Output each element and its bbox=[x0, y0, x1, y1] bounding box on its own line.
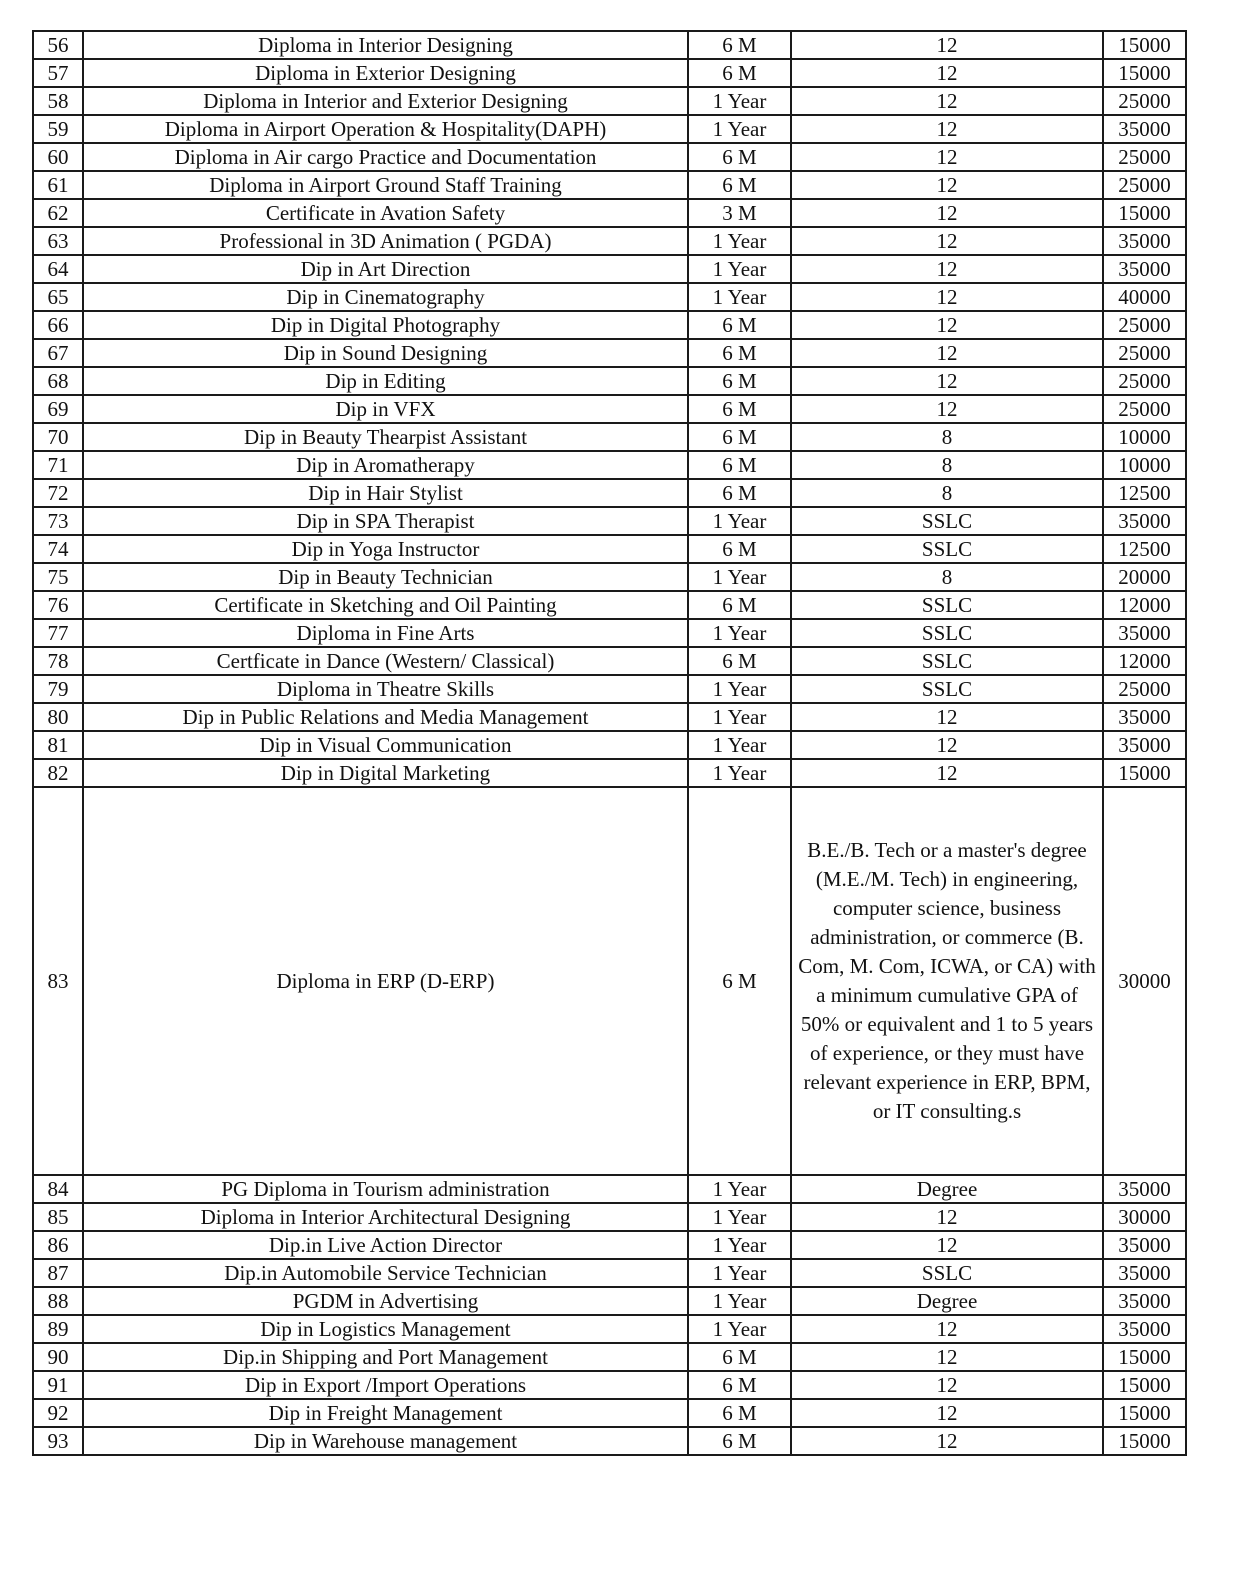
duration-cell: 6 M bbox=[688, 1371, 791, 1399]
eligibility-cell: 12 bbox=[791, 1315, 1103, 1343]
serial-number-cell: 56 bbox=[33, 31, 83, 59]
serial-number-cell: 72 bbox=[33, 479, 83, 507]
duration-cell: 6 M bbox=[688, 479, 791, 507]
fee-cell: 30000 bbox=[1103, 1203, 1186, 1231]
course-name-cell: Diploma in Exterior Designing bbox=[83, 59, 688, 87]
course-name-cell: Diploma in Airport Operation & Hospitality(DAPH) bbox=[83, 115, 688, 143]
course-name-cell: Certificate in Sketching and Oil Painting bbox=[83, 591, 688, 619]
serial-number-cell: 87 bbox=[33, 1259, 83, 1287]
course-name-cell: Dip in VFX bbox=[83, 395, 688, 423]
serial-number-cell: 79 bbox=[33, 675, 83, 703]
eligibility-cell: 8 bbox=[791, 479, 1103, 507]
fee-cell: 15000 bbox=[1103, 1371, 1186, 1399]
course-name-cell: PGDM in Advertising bbox=[83, 1287, 688, 1315]
serial-number-cell: 57 bbox=[33, 59, 83, 87]
duration-cell: 3 M bbox=[688, 199, 791, 227]
serial-number-cell: 88 bbox=[33, 1287, 83, 1315]
duration-cell: 6 M bbox=[688, 59, 791, 87]
serial-number-cell: 68 bbox=[33, 367, 83, 395]
table-row bbox=[33, 479, 1186, 507]
table-row bbox=[33, 199, 1186, 227]
duration-cell: 6 M bbox=[688, 395, 791, 423]
eligibility-cell: SSLC bbox=[791, 647, 1103, 675]
course-name-cell: Dip in Export /Import Operations bbox=[83, 1371, 688, 1399]
fee-cell: 10000 bbox=[1103, 423, 1186, 451]
table-row bbox=[33, 143, 1186, 171]
duration-cell: 1 Year bbox=[688, 507, 791, 535]
table-row bbox=[33, 787, 1186, 1175]
duration-cell: 6 M bbox=[688, 367, 791, 395]
serial-number-cell: 86 bbox=[33, 1231, 83, 1259]
eligibility-cell: 12 bbox=[791, 255, 1103, 283]
eligibility-cell: 12 bbox=[791, 311, 1103, 339]
course-name-cell: Diploma in Fine Arts bbox=[83, 619, 688, 647]
table-row bbox=[33, 1343, 1186, 1371]
duration-cell: 1 Year bbox=[688, 1259, 791, 1287]
duration-cell: 1 Year bbox=[688, 731, 791, 759]
table-row bbox=[33, 507, 1186, 535]
course-name-cell: Dip in Beauty Thearpist Assistant bbox=[83, 423, 688, 451]
serial-number-cell: 80 bbox=[33, 703, 83, 731]
fee-cell: 25000 bbox=[1103, 395, 1186, 423]
course-name-cell: Dip in Yoga Instructor bbox=[83, 535, 688, 563]
duration-cell: 1 Year bbox=[688, 563, 791, 591]
eligibility-cell: Degree bbox=[791, 1175, 1103, 1203]
course-name-cell: Diploma in Theatre Skills bbox=[83, 675, 688, 703]
eligibility-cell: SSLC bbox=[791, 675, 1103, 703]
duration-cell: 1 Year bbox=[688, 283, 791, 311]
table-row bbox=[33, 311, 1186, 339]
course-name-cell: Dip in Sound Designing bbox=[83, 339, 688, 367]
serial-number-cell: 91 bbox=[33, 1371, 83, 1399]
eligibility-cell: 8 bbox=[791, 563, 1103, 591]
serial-number-cell: 82 bbox=[33, 759, 83, 787]
table-row bbox=[33, 563, 1186, 591]
table-row bbox=[33, 115, 1186, 143]
fee-cell: 35000 bbox=[1103, 1175, 1186, 1203]
duration-cell: 1 Year bbox=[688, 619, 791, 647]
eligibility-cell: SSLC bbox=[791, 535, 1103, 563]
eligibility-cell: 12 bbox=[791, 59, 1103, 87]
course-name-cell: Dip in Beauty Technician bbox=[83, 563, 688, 591]
duration-cell: 1 Year bbox=[688, 1203, 791, 1231]
course-name-cell: Dip in Visual Communication bbox=[83, 731, 688, 759]
duration-cell: 6 M bbox=[688, 171, 791, 199]
serial-number-cell: 83 bbox=[33, 787, 83, 1175]
eligibility-cell: 12 bbox=[791, 1203, 1103, 1231]
course-name-cell: Certificate in Avation Safety bbox=[83, 199, 688, 227]
fee-cell: 35000 bbox=[1103, 731, 1186, 759]
fee-cell: 15000 bbox=[1103, 31, 1186, 59]
course-name-cell: Certficate in Dance (Western/ Classical) bbox=[83, 647, 688, 675]
course-name-cell: Diploma in Airport Ground Staff Training bbox=[83, 171, 688, 199]
fee-cell: 10000 bbox=[1103, 451, 1186, 479]
table-row bbox=[33, 675, 1186, 703]
fee-cell: 25000 bbox=[1103, 339, 1186, 367]
course-name-cell: Dip in Warehouse management bbox=[83, 1427, 688, 1455]
serial-number-cell: 90 bbox=[33, 1343, 83, 1371]
fee-cell: 12000 bbox=[1103, 591, 1186, 619]
duration-cell: 1 Year bbox=[688, 87, 791, 115]
fee-cell: 25000 bbox=[1103, 143, 1186, 171]
serial-number-cell: 84 bbox=[33, 1175, 83, 1203]
duration-cell: 6 M bbox=[688, 787, 791, 1175]
fee-cell: 12500 bbox=[1103, 479, 1186, 507]
fee-cell: 35000 bbox=[1103, 619, 1186, 647]
fee-cell: 25000 bbox=[1103, 311, 1186, 339]
duration-cell: 6 M bbox=[688, 535, 791, 563]
table-row bbox=[33, 339, 1186, 367]
serial-number-cell: 89 bbox=[33, 1315, 83, 1343]
eligibility-cell: 12 bbox=[791, 1231, 1103, 1259]
serial-number-cell: 62 bbox=[33, 199, 83, 227]
eligibility-cell: Degree bbox=[791, 1287, 1103, 1315]
table-row bbox=[33, 1231, 1186, 1259]
course-name-cell: PG Diploma in Tourism administration bbox=[83, 1175, 688, 1203]
fee-cell: 15000 bbox=[1103, 1399, 1186, 1427]
course-name-cell: Dip in Freight Management bbox=[83, 1399, 688, 1427]
duration-cell: 6 M bbox=[688, 1343, 791, 1371]
table-row bbox=[33, 647, 1186, 675]
table-row bbox=[33, 535, 1186, 563]
serial-number-cell: 81 bbox=[33, 731, 83, 759]
serial-number-cell: 74 bbox=[33, 535, 83, 563]
fee-cell: 25000 bbox=[1103, 87, 1186, 115]
table-row bbox=[33, 395, 1186, 423]
eligibility-cell: 12 bbox=[791, 339, 1103, 367]
course-name-cell: Dip in Aromatherapy bbox=[83, 451, 688, 479]
fee-cell: 15000 bbox=[1103, 59, 1186, 87]
eligibility-cell: 12 bbox=[791, 367, 1103, 395]
table-row bbox=[33, 1259, 1186, 1287]
table-row bbox=[33, 87, 1186, 115]
table-row bbox=[33, 171, 1186, 199]
eligibility-cell: 12 bbox=[791, 227, 1103, 255]
fee-cell: 35000 bbox=[1103, 1287, 1186, 1315]
duration-cell: 1 Year bbox=[688, 1231, 791, 1259]
duration-cell: 1 Year bbox=[688, 703, 791, 731]
serial-number-cell: 66 bbox=[33, 311, 83, 339]
course-name-cell: Diploma in Interior Designing bbox=[83, 31, 688, 59]
duration-cell: 6 M bbox=[688, 451, 791, 479]
eligibility-cell: SSLC bbox=[791, 507, 1103, 535]
fee-cell: 35000 bbox=[1103, 703, 1186, 731]
fee-cell: 20000 bbox=[1103, 563, 1186, 591]
eligibility-cell: 12 bbox=[791, 283, 1103, 311]
duration-cell: 6 M bbox=[688, 1399, 791, 1427]
serial-number-cell: 73 bbox=[33, 507, 83, 535]
course-name-cell: Diploma in Interior Architectural Designing bbox=[83, 1203, 688, 1231]
table-row bbox=[33, 367, 1186, 395]
fee-cell: 12500 bbox=[1103, 535, 1186, 563]
table-row bbox=[33, 1315, 1186, 1343]
duration-cell: 6 M bbox=[688, 647, 791, 675]
course-name-cell: Dip in Public Relations and Media Management bbox=[83, 703, 688, 731]
serial-number-cell: 64 bbox=[33, 255, 83, 283]
duration-cell: 6 M bbox=[688, 423, 791, 451]
course-name-cell: Dip in SPA Therapist bbox=[83, 507, 688, 535]
table-row bbox=[33, 31, 1186, 59]
course-name-cell: Diploma in Interior and Exterior Designing bbox=[83, 87, 688, 115]
eligibility-cell: 12 bbox=[791, 87, 1103, 115]
fee-cell: 25000 bbox=[1103, 367, 1186, 395]
duration-cell: 6 M bbox=[688, 143, 791, 171]
table-row bbox=[33, 759, 1186, 787]
course-name-cell: Dip in Digital Photography bbox=[83, 311, 688, 339]
course-name-cell: Dip.in Live Action Director bbox=[83, 1231, 688, 1259]
eligibility-cell: 8 bbox=[791, 423, 1103, 451]
fee-cell: 15000 bbox=[1103, 759, 1186, 787]
duration-cell: 6 M bbox=[688, 1427, 791, 1455]
serial-number-cell: 71 bbox=[33, 451, 83, 479]
course-name-cell: Dip.in Automobile Service Technician bbox=[83, 1259, 688, 1287]
fee-cell: 35000 bbox=[1103, 1259, 1186, 1287]
course-name-cell: Professional in 3D Animation ( PGDA) bbox=[83, 227, 688, 255]
table-row bbox=[33, 451, 1186, 479]
eligibility-cell: 12 bbox=[791, 143, 1103, 171]
course-name-cell: Dip.in Shipping and Port Management bbox=[83, 1343, 688, 1371]
serial-number-cell: 60 bbox=[33, 143, 83, 171]
eligibility-cell: SSLC bbox=[791, 619, 1103, 647]
course-table bbox=[32, 30, 1187, 1456]
eligibility-cell: 12 bbox=[791, 731, 1103, 759]
eligibility-cell: 12 bbox=[791, 703, 1103, 731]
fee-cell: 25000 bbox=[1103, 171, 1186, 199]
duration-cell: 1 Year bbox=[688, 115, 791, 143]
eligibility-cell: 12 bbox=[791, 115, 1103, 143]
fee-cell: 35000 bbox=[1103, 227, 1186, 255]
table-row bbox=[33, 1287, 1186, 1315]
course-name-cell: Dip in Art Direction bbox=[83, 255, 688, 283]
table-row bbox=[33, 731, 1186, 759]
duration-cell: 6 M bbox=[688, 339, 791, 367]
serial-number-cell: 77 bbox=[33, 619, 83, 647]
fee-cell: 15000 bbox=[1103, 1427, 1186, 1455]
table-row bbox=[33, 1427, 1186, 1455]
table-row bbox=[33, 283, 1186, 311]
table-row bbox=[33, 591, 1186, 619]
course-name-cell: Diploma in Air cargo Practice and Documentation bbox=[83, 143, 688, 171]
course-table-body bbox=[33, 31, 1186, 1455]
eligibility-cell: 8 bbox=[791, 451, 1103, 479]
duration-cell: 1 Year bbox=[688, 1315, 791, 1343]
course-name-cell: Dip in Digital Marketing bbox=[83, 759, 688, 787]
eligibility-cell: B.E./B. Tech or a master's degree (M.E./M. Tech) in engineering, computer science, business administration, or commerce (B. Com, M. Com, ICWA, or CA) with a minimum cumulative GPA of 50% or equivalent and 1 to 5 years of experience, or they must have relevant experience in ERP, BPM, or IT consulting.s bbox=[791, 787, 1103, 1175]
fee-cell: 35000 bbox=[1103, 255, 1186, 283]
eligibility-cell: 12 bbox=[791, 199, 1103, 227]
serial-number-cell: 92 bbox=[33, 1399, 83, 1427]
duration-cell: 1 Year bbox=[688, 255, 791, 283]
fee-cell: 30000 bbox=[1103, 787, 1186, 1175]
table-row bbox=[33, 59, 1186, 87]
table-row bbox=[33, 227, 1186, 255]
serial-number-cell: 58 bbox=[33, 87, 83, 115]
eligibility-cell: 12 bbox=[791, 31, 1103, 59]
eligibility-cell: 12 bbox=[791, 1427, 1103, 1455]
table-row bbox=[33, 1399, 1186, 1427]
duration-cell: 1 Year bbox=[688, 1175, 791, 1203]
serial-number-cell: 75 bbox=[33, 563, 83, 591]
duration-cell: 1 Year bbox=[688, 675, 791, 703]
document-page bbox=[32, 30, 1185, 1456]
serial-number-cell: 78 bbox=[33, 647, 83, 675]
fee-cell: 25000 bbox=[1103, 675, 1186, 703]
fee-cell: 35000 bbox=[1103, 1315, 1186, 1343]
fee-cell: 15000 bbox=[1103, 199, 1186, 227]
fee-cell: 35000 bbox=[1103, 115, 1186, 143]
course-name-cell: Dip in Editing bbox=[83, 367, 688, 395]
serial-number-cell: 59 bbox=[33, 115, 83, 143]
eligibility-cell: 12 bbox=[791, 1343, 1103, 1371]
eligibility-cell: 12 bbox=[791, 171, 1103, 199]
eligibility-cell: 12 bbox=[791, 759, 1103, 787]
serial-number-cell: 76 bbox=[33, 591, 83, 619]
course-name-cell: Dip in Cinematography bbox=[83, 283, 688, 311]
eligibility-cell: 12 bbox=[791, 395, 1103, 423]
duration-cell: 1 Year bbox=[688, 227, 791, 255]
eligibility-cell: 12 bbox=[791, 1371, 1103, 1399]
serial-number-cell: 61 bbox=[33, 171, 83, 199]
serial-number-cell: 70 bbox=[33, 423, 83, 451]
fee-cell: 35000 bbox=[1103, 1231, 1186, 1259]
table-row bbox=[33, 1175, 1186, 1203]
serial-number-cell: 69 bbox=[33, 395, 83, 423]
duration-cell: 6 M bbox=[688, 591, 791, 619]
serial-number-cell: 63 bbox=[33, 227, 83, 255]
eligibility-cell: 12 bbox=[791, 1399, 1103, 1427]
serial-number-cell: 67 bbox=[33, 339, 83, 367]
fee-cell: 40000 bbox=[1103, 283, 1186, 311]
table-row bbox=[33, 703, 1186, 731]
fee-cell: 15000 bbox=[1103, 1343, 1186, 1371]
fee-cell: 35000 bbox=[1103, 507, 1186, 535]
eligibility-cell: SSLC bbox=[791, 591, 1103, 619]
table-row bbox=[33, 1203, 1186, 1231]
duration-cell: 6 M bbox=[688, 31, 791, 59]
serial-number-cell: 85 bbox=[33, 1203, 83, 1231]
fee-cell: 12000 bbox=[1103, 647, 1186, 675]
course-name-cell: Dip in Hair Stylist bbox=[83, 479, 688, 507]
table-row bbox=[33, 255, 1186, 283]
eligibility-cell: SSLC bbox=[791, 1259, 1103, 1287]
duration-cell: 1 Year bbox=[688, 759, 791, 787]
course-name-cell: Diploma in ERP (D-ERP) bbox=[83, 787, 688, 1175]
serial-number-cell: 93 bbox=[33, 1427, 83, 1455]
table-row bbox=[33, 619, 1186, 647]
duration-cell: 1 Year bbox=[688, 1287, 791, 1315]
serial-number-cell: 65 bbox=[33, 283, 83, 311]
table-row bbox=[33, 423, 1186, 451]
course-name-cell: Dip in Logistics Management bbox=[83, 1315, 688, 1343]
duration-cell: 6 M bbox=[688, 311, 791, 339]
table-row bbox=[33, 1371, 1186, 1399]
